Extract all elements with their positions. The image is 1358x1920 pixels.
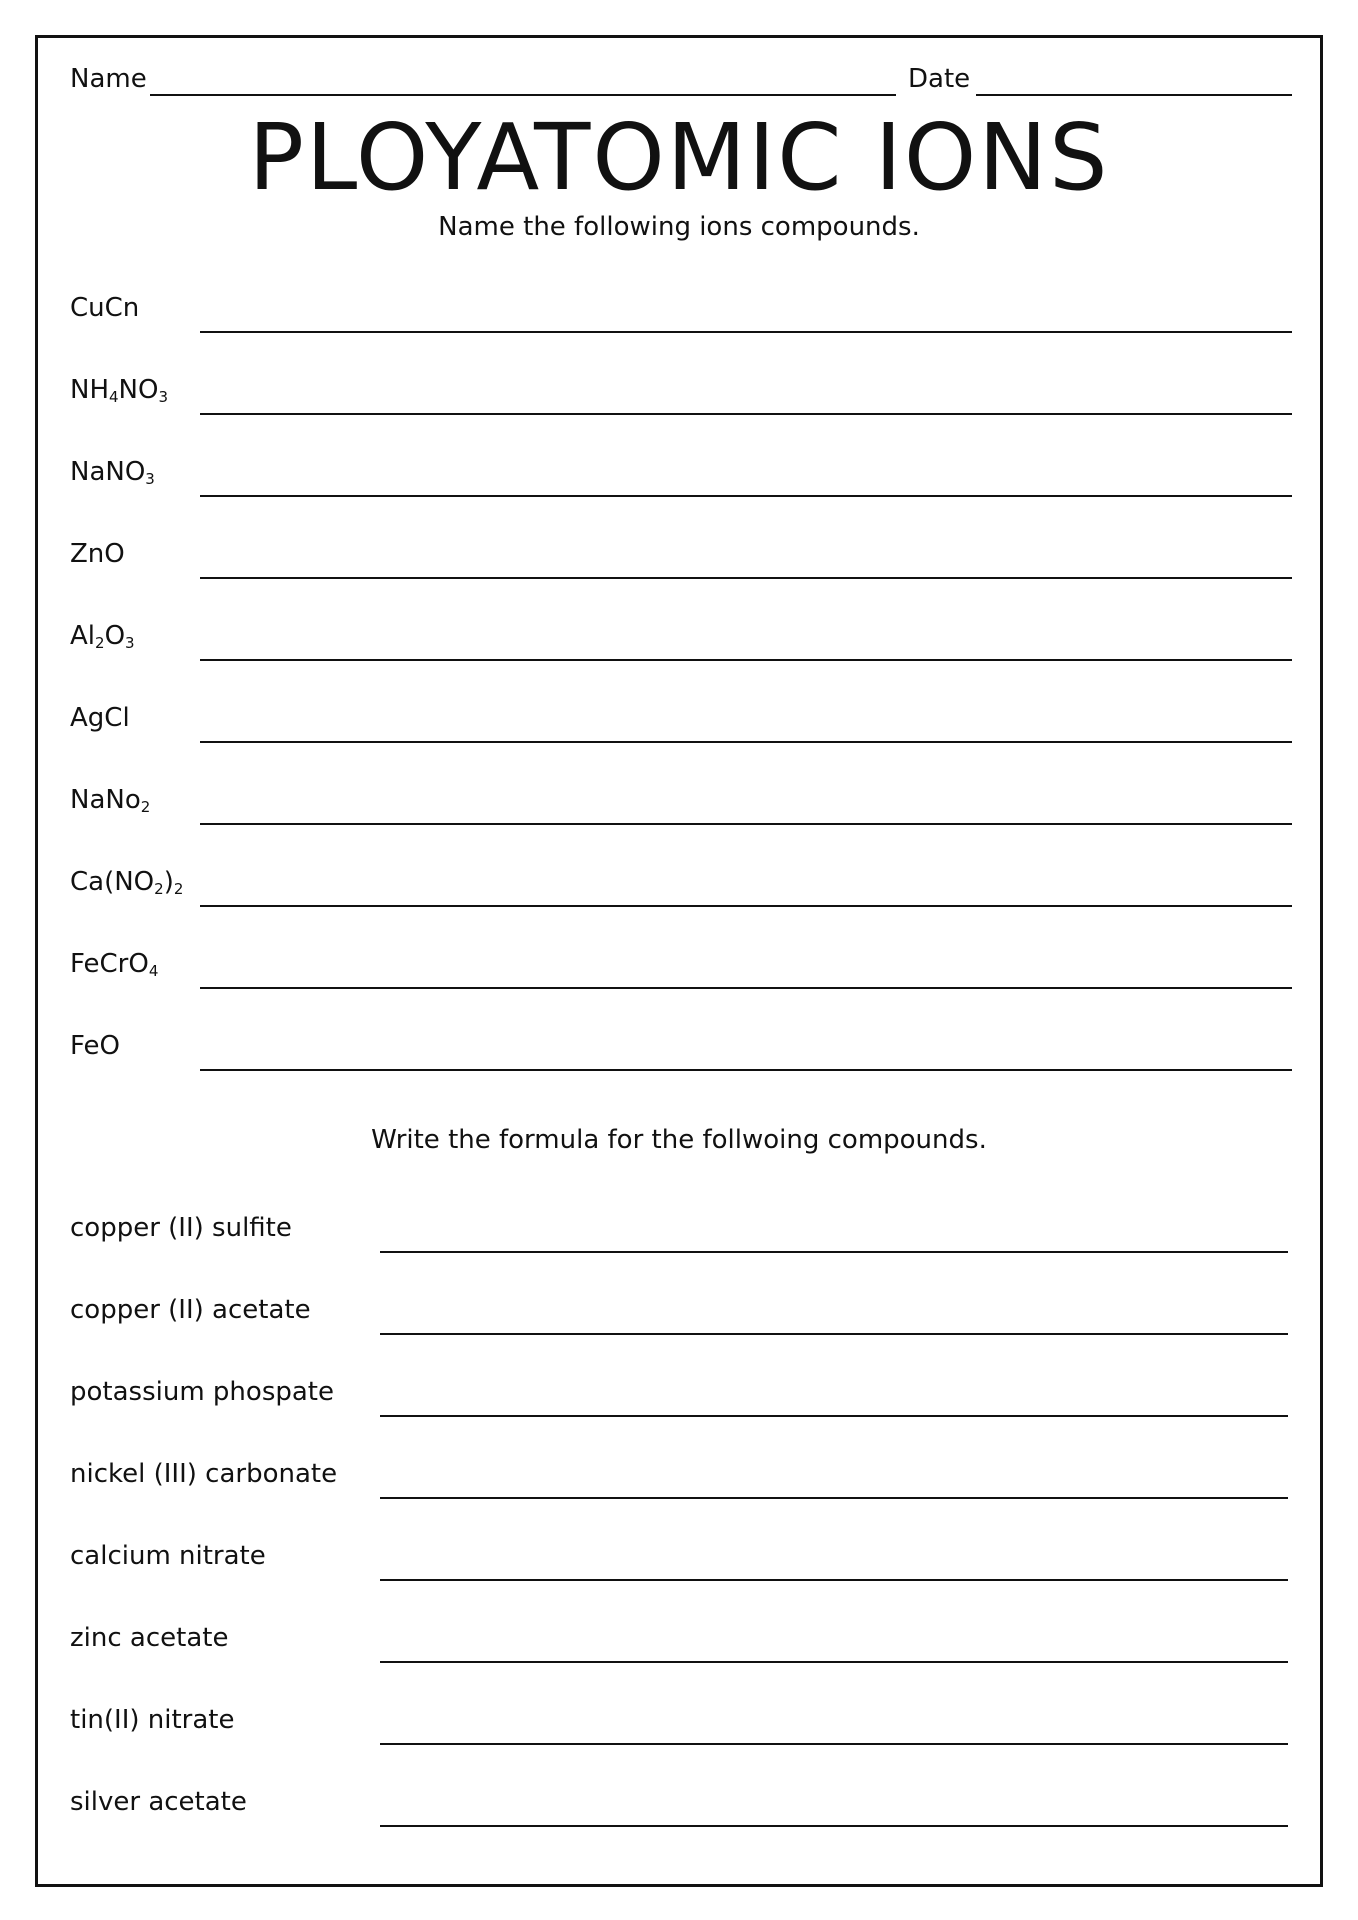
compound-label: potassium phospate [70,1377,334,1407]
compound-label: zinc acetate [70,1623,229,1653]
answer-line[interactable] [380,1497,1288,1499]
formula-label: $NH_4NO_3$ [70,375,169,406]
formula-label: AgCl [70,703,130,733]
worksheet-title: PLOYATOMIC IONS [248,104,1110,211]
answer-line[interactable] [380,1251,1288,1253]
date-label: Date [908,64,971,94]
answer-line[interactable] [380,1743,1288,1745]
formula-label: NaNo$_2$ [70,785,151,816]
formula-label: $Al_2O_3$ [70,621,135,652]
date-field-line[interactable] [976,94,1292,96]
section2-instruction: Write the formula for the follwoing compounds. [371,1125,987,1155]
answer-line[interactable] [380,1825,1288,1827]
compound-label: copper (II) sulfite [70,1213,292,1243]
worksheet-header [70,64,1292,100]
answer-line[interactable] [200,987,1292,989]
answer-line[interactable] [380,1579,1288,1581]
answer-line[interactable] [200,905,1292,907]
answer-line[interactable] [200,577,1292,579]
answer-line[interactable] [200,495,1292,497]
answer-line[interactable] [200,823,1292,825]
compound-label: silver acetate [70,1787,247,1817]
answer-line[interactable] [200,331,1292,333]
compound-label: tin(II) nitrate [70,1705,235,1735]
name-field-line[interactable] [150,94,896,96]
answer-line[interactable] [200,1069,1292,1071]
formula-label: $Ca(NO_2)_2$ [70,867,184,898]
answer-line[interactable] [200,413,1292,415]
name-label: Name [70,64,147,94]
answer-line[interactable] [380,1661,1288,1663]
formula-label: NaNO$_3$ [70,457,155,488]
answer-line[interactable] [200,741,1292,743]
section1-instruction: Name the following ions compounds. [438,212,920,242]
formula-label: ZnO [70,539,125,569]
formula-label: FeCrO$_4$ [70,949,159,980]
compound-label: copper (II) acetate [70,1295,311,1325]
answer-line[interactable] [380,1333,1288,1335]
compound-label: nickel (III) carbonate [70,1459,338,1489]
answer-line[interactable] [200,659,1292,661]
worksheet-border [35,35,1323,1887]
formula-label: FeO [70,1031,120,1061]
formula-label: CuCn [70,293,140,323]
compound-label: calcium nitrate [70,1541,266,1571]
answer-line[interactable] [380,1415,1288,1417]
